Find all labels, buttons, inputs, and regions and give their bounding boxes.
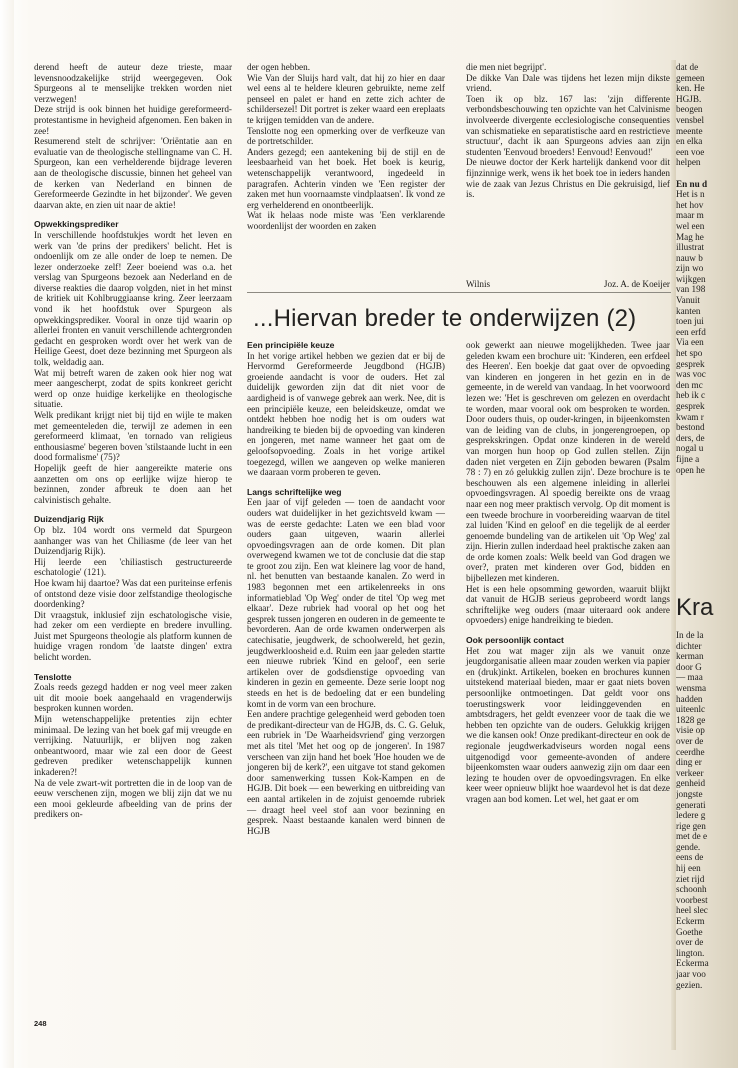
- paragraph: die men niet begrijpt'.: [466, 62, 547, 72]
- paragraph: Op blz. 104 wordt ons vermeld dat Spurgeon aanhanger was van het Chiliasme (de leer van het Duizendjarig Rijk).: [34, 524, 232, 557]
- column-6-cut: [676, 62, 738, 475]
- cut-line: illustrat: [676, 242, 705, 253]
- cut-line: dat de: [676, 62, 699, 72]
- headline-rule: [247, 292, 671, 293]
- paragraph: Welk predikant krijgt niet bij tijd en wijle te maken met gemeenteleden die, terwijl ze ademen in een gereformeerd klimaat, 'en tornado van religieus enthousiasme' begeren boven 'stilstaande lucht in een dood formalisme' (75)?: [34, 410, 232, 463]
- paragraph: Zoals reeds gezegd hadden er nog veel meer zaken uit dit mooie boek aangehaald en vragenderwijs besproken kunnen worden.: [34, 682, 232, 714]
- cut-line: eens de: [676, 852, 704, 863]
- paragraph: ook gewerkt aan nieuwe mogelijkheden. Twee jaar geleden kwam een brochure uit: 'Kinderen, een erfdeel des Heeren'. Een boekje dat gaat over de opvoeding van kinderen en jongeren in het gezin en in de gemeente, in de wereld van vandaag. In het voorwoord lezen we: 'Het is geschreven om gelezen en overdacht te worden, maar vooral ook om besproken te worden. Door ouders thuis, op ouder-kringen, in bijeenkomsten van de leiding van de clubs, in jongerengroepen, op gesprekskringen. Opdat onze kinderen in de wereld van morgen hun hoop op God zullen stellen. Zijn daden niet vergeten en Zijn geboden bewaren (Psalm 78 : 7) en zó gelukkig zullen zijn'. Deze brochure is te beschouwen als een algemene inleiding in allerlei opvoedingsvragen. Al spoedig bereikte ons de vraag naar een nog meer praktisch vervolg. Op dit moment is een tweede brochure in voorbereiding waarvan de titel zal luiden 'Kind en geloof' en die tegelijk de al eerder genoemde bundeling van de artikelen uit 'Op Weg' zal zijn. Hierin zullen inderdaad heel praktische zaken aan de orde komen zoals: Welk beeld van God dragen we over?, praten met kinderen over God, bidden en bijbellezen met kinderen.: [466, 340, 670, 584]
- cut-line: ken. He: [676, 83, 705, 94]
- cut-line: van 198: [676, 284, 706, 295]
- cut-line: gezien.: [676, 979, 703, 990]
- cut-line: nauw b: [676, 252, 703, 263]
- section-heading: Langs schriftelijke weg: [247, 486, 342, 497]
- cut-line: Het is n: [676, 189, 705, 200]
- cut-line: Goethe: [676, 926, 703, 937]
- paragraph: der ogen hebben.: [247, 62, 311, 72]
- cut-line: ledere g: [676, 810, 706, 821]
- cut-line: het spo: [676, 348, 703, 359]
- cut-line: dichter: [676, 640, 702, 651]
- cut-line: lington.: [676, 947, 705, 958]
- cut-line: voorbest: [676, 894, 708, 905]
- paragraph: Dit vraagstuk, inklusief zijn eschatologische visie, had zeker om een verdiepte en bredere invulling. Juist met Spurgeons theologie als platform kunnen de huidige vragen rondom 'de laatste dingen' extra belicht worden.: [34, 609, 232, 663]
- cut-line: was voc: [676, 369, 706, 380]
- cut-line: fijne a: [676, 453, 700, 464]
- cut-line: Vanuit: [676, 295, 700, 306]
- cut-line: maar m: [676, 210, 704, 221]
- section-heading: Ook persoonlijk contact: [466, 635, 564, 646]
- section-heading: Duizendjarig Rijk: [34, 514, 104, 525]
- page-left-edge: [0, 0, 14, 1068]
- cut-line: kerman: [676, 651, 704, 662]
- cut-line: door G: [676, 661, 702, 672]
- cut-line: HGJB.: [676, 93, 702, 104]
- cut-line: gende.: [676, 841, 701, 852]
- cut-line: kwam r: [676, 411, 704, 422]
- cut-line: zijn wo: [676, 263, 704, 274]
- cut-line: En nu d: [676, 178, 708, 189]
- cut-line: een voe: [676, 146, 705, 157]
- signature-place: Wilnis: [466, 279, 491, 289]
- cut-line: en elka: [676, 136, 703, 147]
- cut-line: schoonh: [676, 884, 707, 895]
- cut-line: nogal u: [676, 443, 704, 454]
- cut-line: gesprek: [676, 358, 705, 369]
- article-signature: [466, 279, 670, 289]
- cut-line: wijkgen: [676, 273, 706, 284]
- paragraph: Een andere prachtige gelegenheid werd geboden toen de predikant-directeur van de HGJB, ds. C. G. Geluk, een rubriek in 'De Waarheidsvriend' ging verzorgen met als titel 'Met het oog op de jongeren'. In 1987 verscheen van zijn hand het boek 'Hoe houden we de jongeren bij de kerk?', een uitgave tot stand gekomen door samenwerking tussen Kok-Kampen en de HGJB. Dit boek — een bewerking en uitbreiding van een aantal artikelen in de zojuist genoemde rubriek — draagt heel veel stof aan voor bezinning en gesprek. Naast bestaande kanalen werd binnen de HGJB: [247, 709, 445, 836]
- column-5: [466, 340, 670, 805]
- paragraph: derend heeft de auteur deze trieste, maar levensnoodzakelijke strijd weergegeven. Ook Spurgeons al te menselijke trekken worden niet verzwegen!: [34, 62, 232, 104]
- cut-line: Via een: [676, 337, 704, 348]
- paragraph: De nieuwe doctor der Kerk hartelijk dankend voor dit fijnzinnige werk, wens ik het boek toe in ieders handen wie de zaak van Jezus Christus en Die gekruisigd, lief is.: [466, 157, 670, 200]
- cut-line: jaar voo: [676, 969, 706, 979]
- paragraph: Hoe kwam hij daartoe? Was dat een puriteinse erfenis of ontstond deze visie door zelfstandige theologische doordenking?: [34, 577, 232, 610]
- cut-line: heel slec: [676, 905, 708, 916]
- cut-line: rige gen: [676, 820, 706, 831]
- column-1: [34, 62, 232, 820]
- cut-line: wel een: [676, 220, 705, 231]
- cut-line: bestond: [676, 422, 705, 433]
- cut-line: genheid: [676, 778, 706, 789]
- cut-line: hadden: [676, 693, 703, 704]
- cut-line: ceerdhe: [676, 746, 705, 757]
- cut-line: generati: [676, 799, 706, 810]
- page-number: 248: [34, 1019, 47, 1028]
- cut-line: een erfd: [676, 326, 706, 337]
- paragraph: Wat mij betreft waren de zaken ook hier nog wat meer aangescherpt, zodat de spits konkreet gericht werd op onze huidige kerkelijke en theologische situatie.: [34, 367, 232, 410]
- right-article-headline: Kra: [676, 594, 714, 621]
- column-6b-cut: [676, 630, 738, 990]
- cut-line: toen jui: [676, 316, 704, 327]
- cut-line: open he: [676, 464, 705, 475]
- cut-line: verkeer: [676, 767, 704, 778]
- column-2: [247, 62, 445, 232]
- cut-line: vensbel: [676, 114, 705, 125]
- cut-line: Eckerm: [676, 916, 705, 927]
- cut-line: ders, de: [676, 432, 705, 443]
- cut-line: over de: [676, 735, 704, 746]
- paragraph: De dikke Van Dale was tijdens het lezen mijn dikste vriend.: [466, 72, 670, 94]
- paragraph: Hij leerde een 'chiliastisch gestructureerde eschatologie' (121).: [34, 556, 232, 578]
- paragraph: In verschillende hoofdstukjes wordt het leven en werk van 'de prins der predikers' belicht. Het is ondoenlijk om ze alle onder de loep te nemen. De lezer onderzoeke zelf! Zeer boeiend was o.a. het verslag van Spurgeons bezoek aan Nederland en de diverse reakties die daarop volgden, niet in het minst de kritiek uit Kohlbruggiaanse kring. Zeer leerzaam vond ik het hoofdstuk over Spurgeon als opwekkingsprediker. Vooral in onze tijd waarin op allerlei fronten en vanuit verschillende achtergronden gedacht en gesproken wordt over het werk van de Heilige Geest, doet deze bezinning met Spurgeon als tolk, weldadig aan.: [34, 229, 232, 368]
- section-heading: Opwekkingsprediker: [34, 219, 119, 230]
- section-heading: Een principiële keuze: [247, 340, 335, 350]
- paragraph: Tenslotte nog een opmerking over de verfkeuze van de portretschilder.: [247, 125, 445, 147]
- cut-line: helpen: [676, 157, 701, 168]
- cut-line: 1828 ge: [676, 714, 706, 725]
- cut-line: het hov: [676, 199, 704, 210]
- cut-line: In de la: [676, 630, 704, 640]
- cut-line: jongste: [676, 788, 703, 799]
- column-3: [466, 62, 670, 200]
- paragraph: Een jaar of vijf geleden — toen de aandacht voor ouders wat duidelijker in het gezichtsveld kwam — was de eerste gedachte: Laten we een blad voor ouders gaan uitgeven, waarin allerlei opvoedingsvragen aan de orde komen. Dit plan overwegend kwamen we tot de conclusie dat die stap te groot zou zijn. Een wat kleinere lag voor de hand, nl. het benutten van bestaande kanalen. Zo werd in 1983 begonnen met een artikelenreeks in ons informatieblad 'Op Weg' onder de titel 'Op weg met elkaar'. Deze rubriek had vooral op het oog het gesprek tussen jongeren en ouderen in de gemeente te bevorderen. Aan de orde kwamen onderwerpen als catechisatie, jeugdwerk, de schoolwereld, het gezin, jeugdwerkloosheid e.d. Ruim een jaar geleden startte een nieuwe rubriek 'Kind en geloof', een serie artikelen over de godsdienstige opvoeding van kinderen in gezin en gemeente. Deze serie loopt nog steeds en het is de bedoeling dat er een bundeling komt in de vorm van een brochure.: [247, 497, 445, 709]
- cut-line: ziet rijd: [676, 873, 705, 884]
- paragraph: Deze strijd is ook binnen het huidige gereformeerd-protestantisme in hevigheid afgenomen. Een baken in zee!: [34, 104, 232, 136]
- article-headline: ...Hiervan breder te onderwijzen (2): [253, 305, 637, 332]
- cut-line: met de e: [676, 831, 708, 842]
- column-4: [247, 340, 445, 836]
- signature-author: Joz. A. de Koeijer: [603, 279, 670, 289]
- cut-line: wensma: [676, 682, 707, 693]
- paragraph: Hopelijk geeft de hier aangereikte materie ons aanzetten om ons op eerlijke wijze hierop te bezinnen, zonder afbreuk te doen aan het calvinistisch gehalte.: [34, 462, 232, 505]
- section-heading: Tenslotte: [34, 671, 72, 682]
- paragraph: Na de vele zwart-wit portretten die in de loop van de eeuw verschenen zijn, mogen we blij zijn dat we nu een mooi gekleurde afbeelding van de prins der predikers on-: [34, 777, 232, 820]
- paragraph: Toen ik op blz. 167 las: 'zijn differente verbondsbeschouwing ten opzichte van het Calvinisme involveerde divergente ecclesiologische consequenties van schismatieke en separatistische aard en restrictieve structuur', dacht ik aan Spurgeons advies aan zijn studenten 'Eenvoud broeders! Eenvoud! Eenvoud!': [466, 93, 670, 157]
- cut-line: gemeen: [676, 72, 705, 83]
- cut-line: den mc: [676, 379, 703, 390]
- paragraph: Wie Van der Sluijs hard valt, dat hij zo hier en daar wel eens al te heldere kleuren gebruikte, neme zelf penseel en palet er hand en zette zich achter de schildersezel! Dit portret is zeker waard een ereplaats te krijgen temidden van de andere.: [247, 72, 445, 125]
- cut-line: Mag he: [676, 231, 704, 242]
- cut-line: [676, 168, 738, 179]
- cut-line: gesprek: [676, 401, 705, 411]
- cut-line: heb ik c: [676, 390, 706, 401]
- cut-line: beogen: [676, 104, 703, 115]
- cut-line: visie op: [676, 725, 705, 736]
- paragraph: In het vorige artikel hebben we gezien dat er bij de Hervormd Gereformeerde Jeugdbond (HGJB) groeiende aandacht is voor de ouders. Het zal duidelijk geworden zijn dat dit niet voor de aardigheid is of vanwege gebrek aan werk. Nee, dit is een principiële keuze, een beleidskeuze, omdat we ontdekt hebben hoe nodig het is om ouders wat handreiking te bieden bij de opvoeding van kinderen en jongeren, met name wanneer het gaat om de geloofsopvoeding. Zoals in het vorige artikel toegezegd, willen we aangeven op welke manieren we daaraan vorm proberen te geven.: [247, 350, 445, 478]
- cut-line: over de: [676, 937, 704, 948]
- cut-line: hij een: [676, 863, 701, 874]
- paragraph: Resumerend stelt de schrijver: 'Oriëntatie aan en evaluatie van de theologische stellingname van C. H. Spurgeon, kan een verhelderende bijdrage leveren aan de theologische discussie, binnen het geheel van de kerken van Nederland en binnen de Gereformeerde Gezindte in het bijzonder'. We geven daarvan akte, en zien uit naar de aktie!: [34, 136, 232, 210]
- paragraph: Het is een hele opsomming geworden, waaruit blijkt dat vanuit de HGJB serieus geprobeerd wordt langs schriftelijke weg ouders (maar uiteraard ook andere opvoeders) enige handreiking te bieden.: [466, 583, 670, 626]
- cut-line: ding er: [676, 757, 702, 768]
- cut-line: — maa: [676, 672, 703, 683]
- cut-line: uiteenlc: [676, 704, 706, 715]
- paragraph: Het zou wat mager zijn als we vanuit onze jeugdorganisatie alleen maar zouden werken via papier en (druk)inkt. Artikelen, boeken en brochures kunnen uitstekend materiaal bieden, maar er gaat niets boven persoonlijke ontmoetingen. Dat geldt voor ons toerustingswerk voor leidinggevenden en ambtsdragers, het geldt evenzeer voor de taak die we hebben ten opzichte van de ouders. Gelukkig krijgen we die kansen ook! Onze predikant-directeur en ook de regionale jeugdwerkadviseurs worden nogal eens uitgenodigd voor gemeente-avonden of andere bijeenkomsten waar ouders aanwezig zijn om daar een lezing te houden over de opvoedingsvragen. En elke keer weer opnieuw blijkt hoe waardevol het is dat deze vragen aan bod komen. Let wel, het gaat er om: [466, 645, 670, 804]
- cut-line: kanten: [676, 305, 701, 316]
- paragraph: Anders gezegd; een aantekening bij de stijl en de leesbaarheid van het boek. Het boek is keurig, wetenschappelijk verantwoord, ingedeeld in paragrafen. Achterin vinden we 'Een register der zaken met hun voornaamste vindplaatsen'. Ik vond ze erg verhelderend en onontbeerlijk.: [247, 146, 445, 210]
- cut-line: Eckerma: [676, 958, 709, 969]
- paragraph: Mijn wetenschappelijke pretenties zijn echter minimaal. De lezing van het boek gaf mij vreugde en verrijking. Natuurlijk, er blijven nog zaken onbeantwoord, maar wie zal een door de Geest gedreven prediker wetenschappelijk kunnen inkaderen?!: [34, 714, 232, 777]
- paragraph: Wat ik helaas node miste was 'Een verklarende woordenlijst der woorden en zaken: [247, 210, 445, 231]
- cut-line: meente: [676, 125, 703, 136]
